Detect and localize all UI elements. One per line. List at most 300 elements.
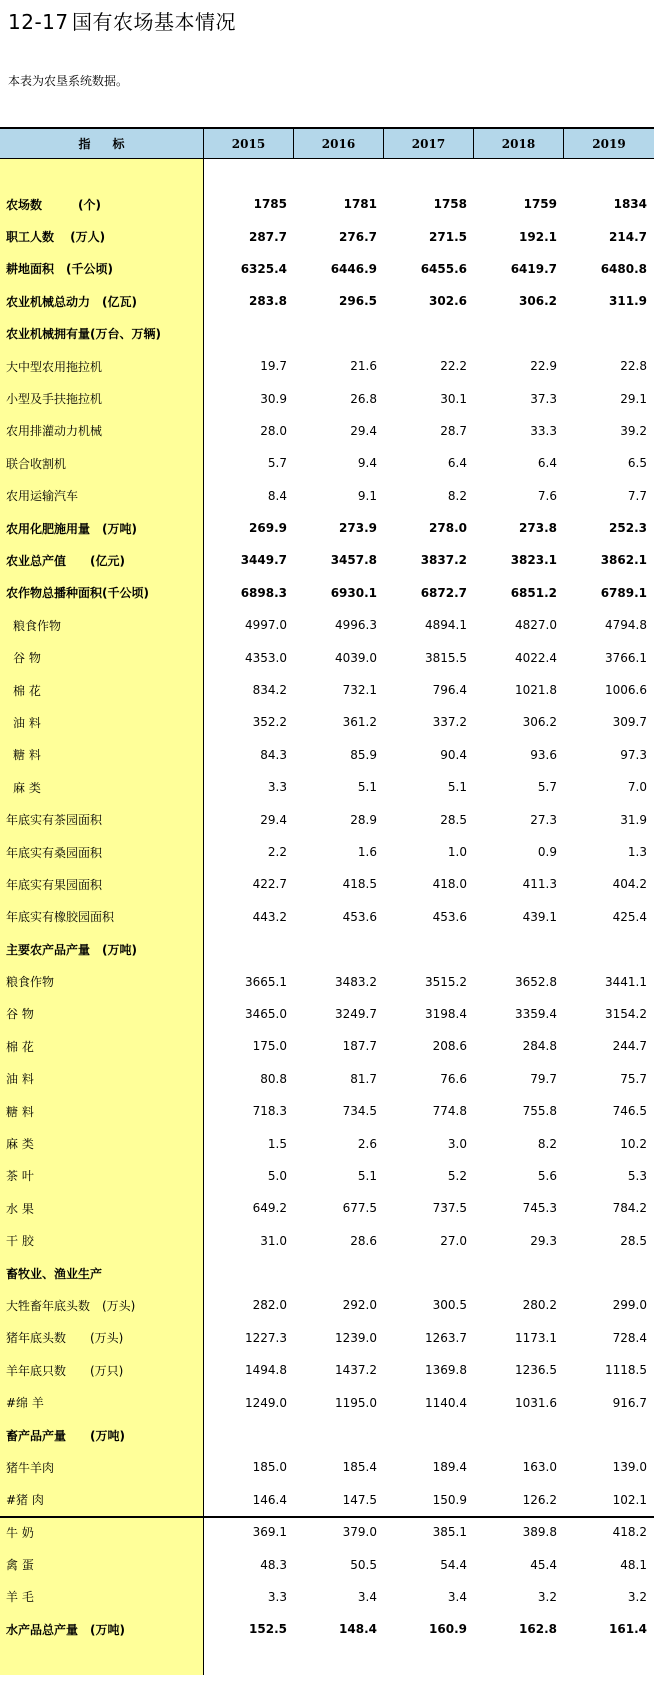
row-value: 175.0 [252, 1039, 287, 1054]
row-label: 羊年底只数 (万只) [6, 1363, 124, 1378]
row-value: 252.3 [609, 521, 647, 536]
row-value: 3.4 [357, 1589, 377, 1604]
row-value: 30.1 [440, 391, 467, 406]
row-value: 6.4 [447, 456, 467, 471]
row-label: 大中型农用拖拉机 [6, 359, 103, 374]
table-row [0, 868, 654, 900]
row-value: 79.7 [530, 1071, 557, 1086]
row-value: 3449.7 [240, 553, 287, 568]
row-value: 453.6 [432, 909, 467, 924]
row-value: 26.8 [350, 391, 377, 406]
row-value: 30.9 [260, 391, 287, 406]
row-value: 187.7 [342, 1039, 377, 1054]
row-value: 6789.1 [600, 585, 647, 600]
row-value: 29.4 [350, 423, 377, 438]
row-value: 271.5 [429, 229, 467, 244]
row-value: 7.0 [627, 780, 647, 795]
row-label: 粮食作物 [6, 975, 55, 990]
row-value: 6.5 [627, 456, 647, 471]
row-value: 146.4 [252, 1492, 287, 1507]
row-value: 1437.2 [335, 1363, 377, 1378]
row-value: 418.0 [432, 877, 467, 892]
table-body [0, 159, 654, 1646]
row-label: 谷 物 [13, 651, 41, 666]
row-label: 农用排灌动力机械 [6, 424, 103, 439]
row-value: 1140.4 [425, 1395, 467, 1410]
row-value: 1.5 [267, 1136, 287, 1151]
table-row [0, 1030, 654, 1062]
table-title: 国有农场基本情况 [72, 10, 236, 34]
row-value: 3.2 [627, 1589, 647, 1604]
row-value: 29.4 [260, 812, 287, 827]
row-value: 1.3 [627, 845, 647, 859]
row-label: 棉 花 [6, 1039, 34, 1054]
table-row [0, 285, 654, 317]
row-value: 3249.7 [335, 1006, 377, 1021]
row-value: 337.2 [432, 715, 467, 730]
row-value: 28.6 [350, 1233, 377, 1248]
row-value: 160.9 [429, 1622, 467, 1637]
row-label: 职工人数 (万人) [6, 230, 106, 245]
row-value: 3483.2 [335, 974, 377, 989]
row-value: 3.3 [267, 1589, 287, 1604]
row-value: 22.8 [620, 359, 647, 374]
row-value: 33.3 [530, 423, 557, 438]
table-row [0, 901, 654, 933]
row-label: 大牲畜年底头数 (万头) [6, 1298, 136, 1313]
row-value: 192.1 [519, 229, 557, 244]
row-value: 3.3 [267, 780, 287, 795]
table-note: 本表为农垦系统数据。 [8, 74, 129, 88]
row-value: 5.0 [267, 1168, 287, 1183]
row-value: 300.5 [432, 1298, 467, 1313]
table-row [0, 674, 654, 706]
header-year: 2019 [592, 136, 626, 151]
row-value: 0.9 [537, 845, 557, 859]
table-row [0, 1257, 654, 1289]
row-value: 48.3 [260, 1557, 287, 1572]
row-value: 148.4 [339, 1622, 377, 1637]
table-row [0, 350, 654, 382]
row-value: 418.5 [342, 877, 377, 892]
row-value: 774.8 [432, 1104, 467, 1119]
table-row [0, 836, 654, 868]
row-value: 273.8 [519, 521, 557, 536]
row-label: 农用化肥施用量 (万吨) [6, 521, 137, 536]
row-value: 6325.4 [240, 261, 287, 276]
row-value: 39.2 [620, 423, 647, 438]
row-label: #猪 肉 [6, 1493, 44, 1508]
row-value: 97.3 [620, 747, 647, 762]
row-value: 422.7 [252, 877, 287, 892]
row-value: 29.3 [530, 1233, 557, 1248]
row-value: 102.1 [612, 1492, 647, 1507]
table-row [0, 512, 654, 544]
row-value: 189.4 [432, 1460, 467, 1475]
row-value: 296.5 [339, 294, 377, 309]
table-row [0, 1160, 654, 1192]
row-label: 农业机械拥有量(万台、万辆) [6, 327, 161, 342]
row-label: 年底实有橡胶园面积 [6, 910, 115, 925]
row-value: 411.3 [522, 877, 557, 892]
row-value: 150.9 [432, 1492, 467, 1507]
row-value: 31.0 [260, 1233, 287, 1248]
row-value: 737.5 [432, 1201, 467, 1216]
row-value: 2.6 [357, 1136, 377, 1151]
row-value: 1785 [253, 197, 287, 212]
row-value: 28.5 [440, 812, 467, 827]
row-value: 139.0 [612, 1460, 647, 1475]
row-value: 784.2 [612, 1201, 647, 1216]
row-value: 3815.5 [425, 650, 467, 665]
table-row [0, 577, 654, 609]
row-value: 306.2 [519, 294, 557, 309]
row-value: 31.9 [620, 812, 647, 827]
row-value: 3359.4 [515, 1006, 557, 1021]
row-value: 3652.8 [515, 974, 557, 989]
row-value: 28.0 [260, 423, 287, 438]
row-label: 谷 物 [6, 1007, 34, 1022]
table-row [0, 1095, 654, 1127]
table-row [0, 1192, 654, 1224]
table-row [0, 220, 654, 252]
table-row [0, 447, 654, 479]
row-label: 麻 类 [6, 1137, 34, 1152]
row-value: 443.2 [252, 909, 287, 924]
row-value: 1006.6 [605, 683, 647, 698]
table-row [0, 1581, 654, 1613]
row-value: 28.5 [620, 1233, 647, 1248]
row-value: 3.4 [447, 1589, 467, 1604]
row-value: 5.7 [537, 780, 557, 795]
row-value: 93.6 [530, 747, 557, 762]
row-label: 猪牛羊肉 [6, 1460, 55, 1475]
row-value: 796.4 [432, 683, 467, 698]
row-value: 152.5 [249, 1622, 287, 1637]
row-value: 732.1 [342, 683, 377, 698]
row-value: 2.2 [267, 845, 287, 859]
row-value: 1781 [343, 197, 377, 212]
row-value: 1031.6 [515, 1395, 557, 1410]
row-value: 163.0 [522, 1460, 557, 1475]
row-value: 276.7 [339, 229, 377, 244]
row-value: 244.7 [612, 1039, 647, 1054]
row-value: 6872.7 [420, 585, 467, 600]
row-value: 5.2 [447, 1168, 467, 1183]
row-value: 21.6 [350, 359, 377, 374]
row-value: 6898.3 [240, 585, 287, 600]
row-value: 4022.4 [515, 650, 557, 665]
row-value: 453.6 [342, 909, 377, 924]
row-value: 280.2 [522, 1298, 557, 1313]
row-value: 746.5 [612, 1104, 647, 1119]
row-value: 1195.0 [335, 1395, 377, 1410]
row-value: 48.1 [620, 1557, 647, 1572]
row-value: 3457.8 [330, 553, 377, 568]
row-label: 耕地面积 (千公顷) [6, 262, 113, 277]
row-label: 农用运输汽车 [6, 489, 79, 504]
row-value: 27.0 [440, 1233, 467, 1248]
row-value: 19.7 [260, 359, 287, 374]
row-value: 3198.4 [425, 1006, 467, 1021]
page-title [8, 6, 236, 35]
row-value: 5.7 [267, 456, 287, 471]
row-value: 3823.1 [510, 553, 557, 568]
row-value: 6.4 [537, 456, 557, 471]
row-value: 404.2 [612, 877, 647, 892]
row-value: 677.5 [342, 1201, 377, 1216]
row-label: 农业机械总动力 (亿瓦) [6, 294, 137, 309]
row-label: 糖 料 [6, 1104, 34, 1119]
row-label: 猪年底头数 (万头) [6, 1331, 124, 1346]
table-row [0, 253, 654, 285]
row-value: 4794.8 [605, 618, 647, 633]
table-row [0, 544, 654, 576]
row-value: 75.7 [620, 1071, 647, 1086]
table-row [0, 609, 654, 641]
row-value: 299.0 [612, 1298, 647, 1313]
table-row [0, 641, 654, 673]
row-value: 728.4 [612, 1330, 647, 1345]
row-value: 185.4 [342, 1460, 377, 1475]
row-value: 916.7 [612, 1395, 647, 1410]
row-label: 畜产品产量 (万吨) [6, 1428, 125, 1443]
row-label: 年底实有桑园面积 [6, 845, 103, 860]
row-value: 50.5 [350, 1557, 377, 1572]
row-label: 畜牧业、渔业生产 [6, 1266, 103, 1281]
table-row [0, 771, 654, 803]
table-row [0, 318, 654, 350]
row-value: 3837.2 [420, 553, 467, 568]
row-value: 745.3 [522, 1201, 557, 1216]
table-row [0, 480, 654, 512]
header-year: 2016 [294, 129, 384, 158]
row-value: 22.2 [440, 359, 467, 374]
header-year: 2017 [384, 129, 474, 158]
table-row [0, 1613, 654, 1645]
row-value: 369.1 [252, 1525, 287, 1540]
row-value: 4039.0 [335, 650, 377, 665]
table-row [0, 1322, 654, 1354]
row-value: 755.8 [522, 1104, 557, 1119]
row-value: 418.2 [612, 1525, 647, 1540]
table-row [0, 965, 654, 997]
row-value: 361.2 [342, 715, 377, 730]
row-value: 3862.1 [600, 553, 647, 568]
row-value: 1236.5 [515, 1363, 557, 1378]
row-label: 联合收割机 [6, 456, 67, 471]
row-label: 牛 奶 [6, 1525, 34, 1540]
row-label: 干 胶 [6, 1234, 34, 1249]
table-row [0, 1484, 654, 1516]
row-label: #绵 羊 [6, 1396, 44, 1411]
row-value: 1494.8 [245, 1363, 287, 1378]
row-value: 4996.3 [335, 618, 377, 633]
row-value: 85.9 [350, 747, 377, 762]
row-label: 水产品总产量 (万吨) [6, 1622, 125, 1637]
row-value: 3154.2 [605, 1006, 647, 1021]
row-value: 22.9 [530, 359, 557, 374]
row-value: 5.1 [357, 780, 377, 795]
row-label: 棉 花 [13, 683, 41, 698]
table-row [0, 706, 654, 738]
row-value: 1759 [523, 197, 557, 212]
data-table [0, 127, 654, 1646]
row-value: 1118.5 [605, 1363, 647, 1378]
table-row [0, 1516, 654, 1548]
table-header [0, 127, 654, 159]
row-value: 185.0 [252, 1460, 287, 1475]
header-year: 2015 [204, 129, 294, 158]
row-value: 3.0 [447, 1136, 467, 1151]
row-value: 6419.7 [510, 261, 557, 276]
row-value: 37.3 [530, 391, 557, 406]
row-value: 3665.1 [245, 974, 287, 989]
table-row [0, 1451, 654, 1483]
row-value: 6446.9 [330, 261, 377, 276]
table-row [0, 998, 654, 1030]
row-value: 734.5 [342, 1104, 377, 1119]
row-value: 282.0 [252, 1298, 287, 1313]
table-row [0, 1548, 654, 1580]
row-value: 311.9 [609, 294, 647, 309]
row-value: 147.5 [342, 1492, 377, 1507]
row-label: 小型及手扶拖拉机 [6, 392, 103, 407]
table-row [0, 739, 654, 771]
row-value: 162.8 [519, 1622, 557, 1637]
row-value: 425.4 [612, 909, 647, 924]
row-label: 水 果 [6, 1201, 34, 1216]
row-value: 385.1 [432, 1525, 467, 1540]
row-value: 8.4 [267, 488, 287, 503]
row-value: 3465.0 [245, 1006, 287, 1021]
row-value: 90.4 [440, 747, 467, 762]
row-value: 1369.8 [425, 1363, 467, 1378]
row-value: 28.9 [350, 812, 377, 827]
row-label: 农业总产值 (亿元) [6, 553, 125, 568]
row-value: 27.3 [530, 812, 557, 827]
row-value: 5.1 [357, 1168, 377, 1183]
row-value: 5.1 [447, 780, 467, 795]
row-value: 273.9 [339, 521, 377, 536]
row-label: 粮食作物 [13, 618, 62, 633]
row-value: 379.0 [342, 1525, 377, 1540]
row-value: 8.2 [537, 1136, 557, 1151]
row-label: 农作物总播种面积(千公顷) [6, 586, 149, 601]
row-value: 278.0 [429, 521, 467, 536]
row-label: 禽 蛋 [6, 1558, 34, 1573]
row-value: 81.7 [350, 1071, 377, 1086]
row-value: 7.7 [627, 488, 647, 503]
row-value: 284.8 [522, 1039, 557, 1054]
row-value: 302.6 [429, 294, 467, 309]
row-value: 54.4 [440, 1557, 467, 1572]
row-value: 269.9 [249, 521, 287, 536]
row-value: 84.3 [260, 747, 287, 762]
row-value: 4894.1 [425, 618, 467, 633]
table-row [0, 1386, 654, 1418]
table-row [0, 1127, 654, 1159]
table-row [0, 1289, 654, 1321]
row-value: 1173.1 [515, 1330, 557, 1345]
row-value: 389.8 [522, 1525, 557, 1540]
row-value: 1021.8 [515, 683, 557, 698]
row-label: 油 料 [6, 1072, 34, 1087]
table-rows [0, 159, 654, 1646]
row-value: 5.3 [627, 1168, 647, 1183]
row-value: 10.2 [620, 1136, 647, 1151]
row-value: 5.6 [537, 1168, 557, 1183]
row-value: 309.7 [612, 715, 647, 730]
row-value: 1263.7 [425, 1330, 467, 1345]
row-value: 287.7 [249, 229, 287, 244]
row-value: 3.2 [537, 1589, 557, 1604]
row-value: 161.4 [609, 1622, 647, 1637]
table-row [0, 382, 654, 414]
row-value: 6851.2 [510, 585, 557, 600]
row-label: 糖 料 [13, 748, 41, 763]
table-number: 12-17 [8, 10, 69, 34]
row-value: 3515.2 [425, 974, 467, 989]
row-value: 6455.6 [420, 261, 467, 276]
row-value: 6930.1 [330, 585, 377, 600]
row-value: 3766.1 [605, 650, 647, 665]
row-value: 834.2 [252, 683, 287, 698]
row-value: 283.8 [249, 294, 287, 309]
table-row [0, 415, 654, 447]
row-value: 4997.0 [245, 618, 287, 633]
row-value: 6480.8 [600, 261, 647, 276]
row-value: 214.7 [609, 229, 647, 244]
row-value: 7.6 [537, 488, 557, 503]
row-label: 茶 叶 [6, 1169, 34, 1184]
row-value: 306.2 [522, 715, 557, 730]
row-value: 80.8 [260, 1071, 287, 1086]
row-value: 4827.0 [515, 618, 557, 633]
row-label: 羊 毛 [6, 1590, 34, 1605]
row-value: 1834 [613, 197, 647, 212]
row-value: 208.6 [432, 1039, 467, 1054]
table-bottom-rule [0, 1516, 654, 1518]
row-value: 29.1 [620, 391, 647, 406]
row-value: 1239.0 [335, 1330, 377, 1345]
row-label: 年底实有果园面积 [6, 877, 103, 892]
table-row [0, 1063, 654, 1095]
row-value: 352.2 [252, 715, 287, 730]
header-year: 2018 [474, 129, 564, 158]
row-value: 45.4 [530, 1557, 557, 1572]
table-row [0, 1419, 654, 1451]
table-row [0, 1354, 654, 1386]
row-label: 年底实有茶园面积 [6, 813, 103, 828]
row-value: 9.1 [357, 488, 377, 503]
row-value: 1249.0 [245, 1395, 287, 1410]
row-value: 1.6 [357, 845, 377, 859]
row-value: 1227.3 [245, 1330, 287, 1345]
row-value: 4353.0 [245, 650, 287, 665]
row-label: 麻 类 [13, 780, 41, 795]
row-value: 649.2 [252, 1201, 287, 1216]
row-value: 9.4 [357, 456, 377, 471]
table-row [0, 188, 654, 220]
row-label: 油 料 [13, 715, 41, 730]
row-value: 718.3 [252, 1104, 287, 1119]
row-value: 439.1 [522, 909, 557, 924]
row-value: 126.2 [522, 1492, 557, 1507]
row-value: 292.0 [342, 1298, 377, 1313]
row-value: 76.6 [440, 1071, 467, 1086]
row-label: 主要农产品产量 (万吨) [6, 942, 137, 957]
